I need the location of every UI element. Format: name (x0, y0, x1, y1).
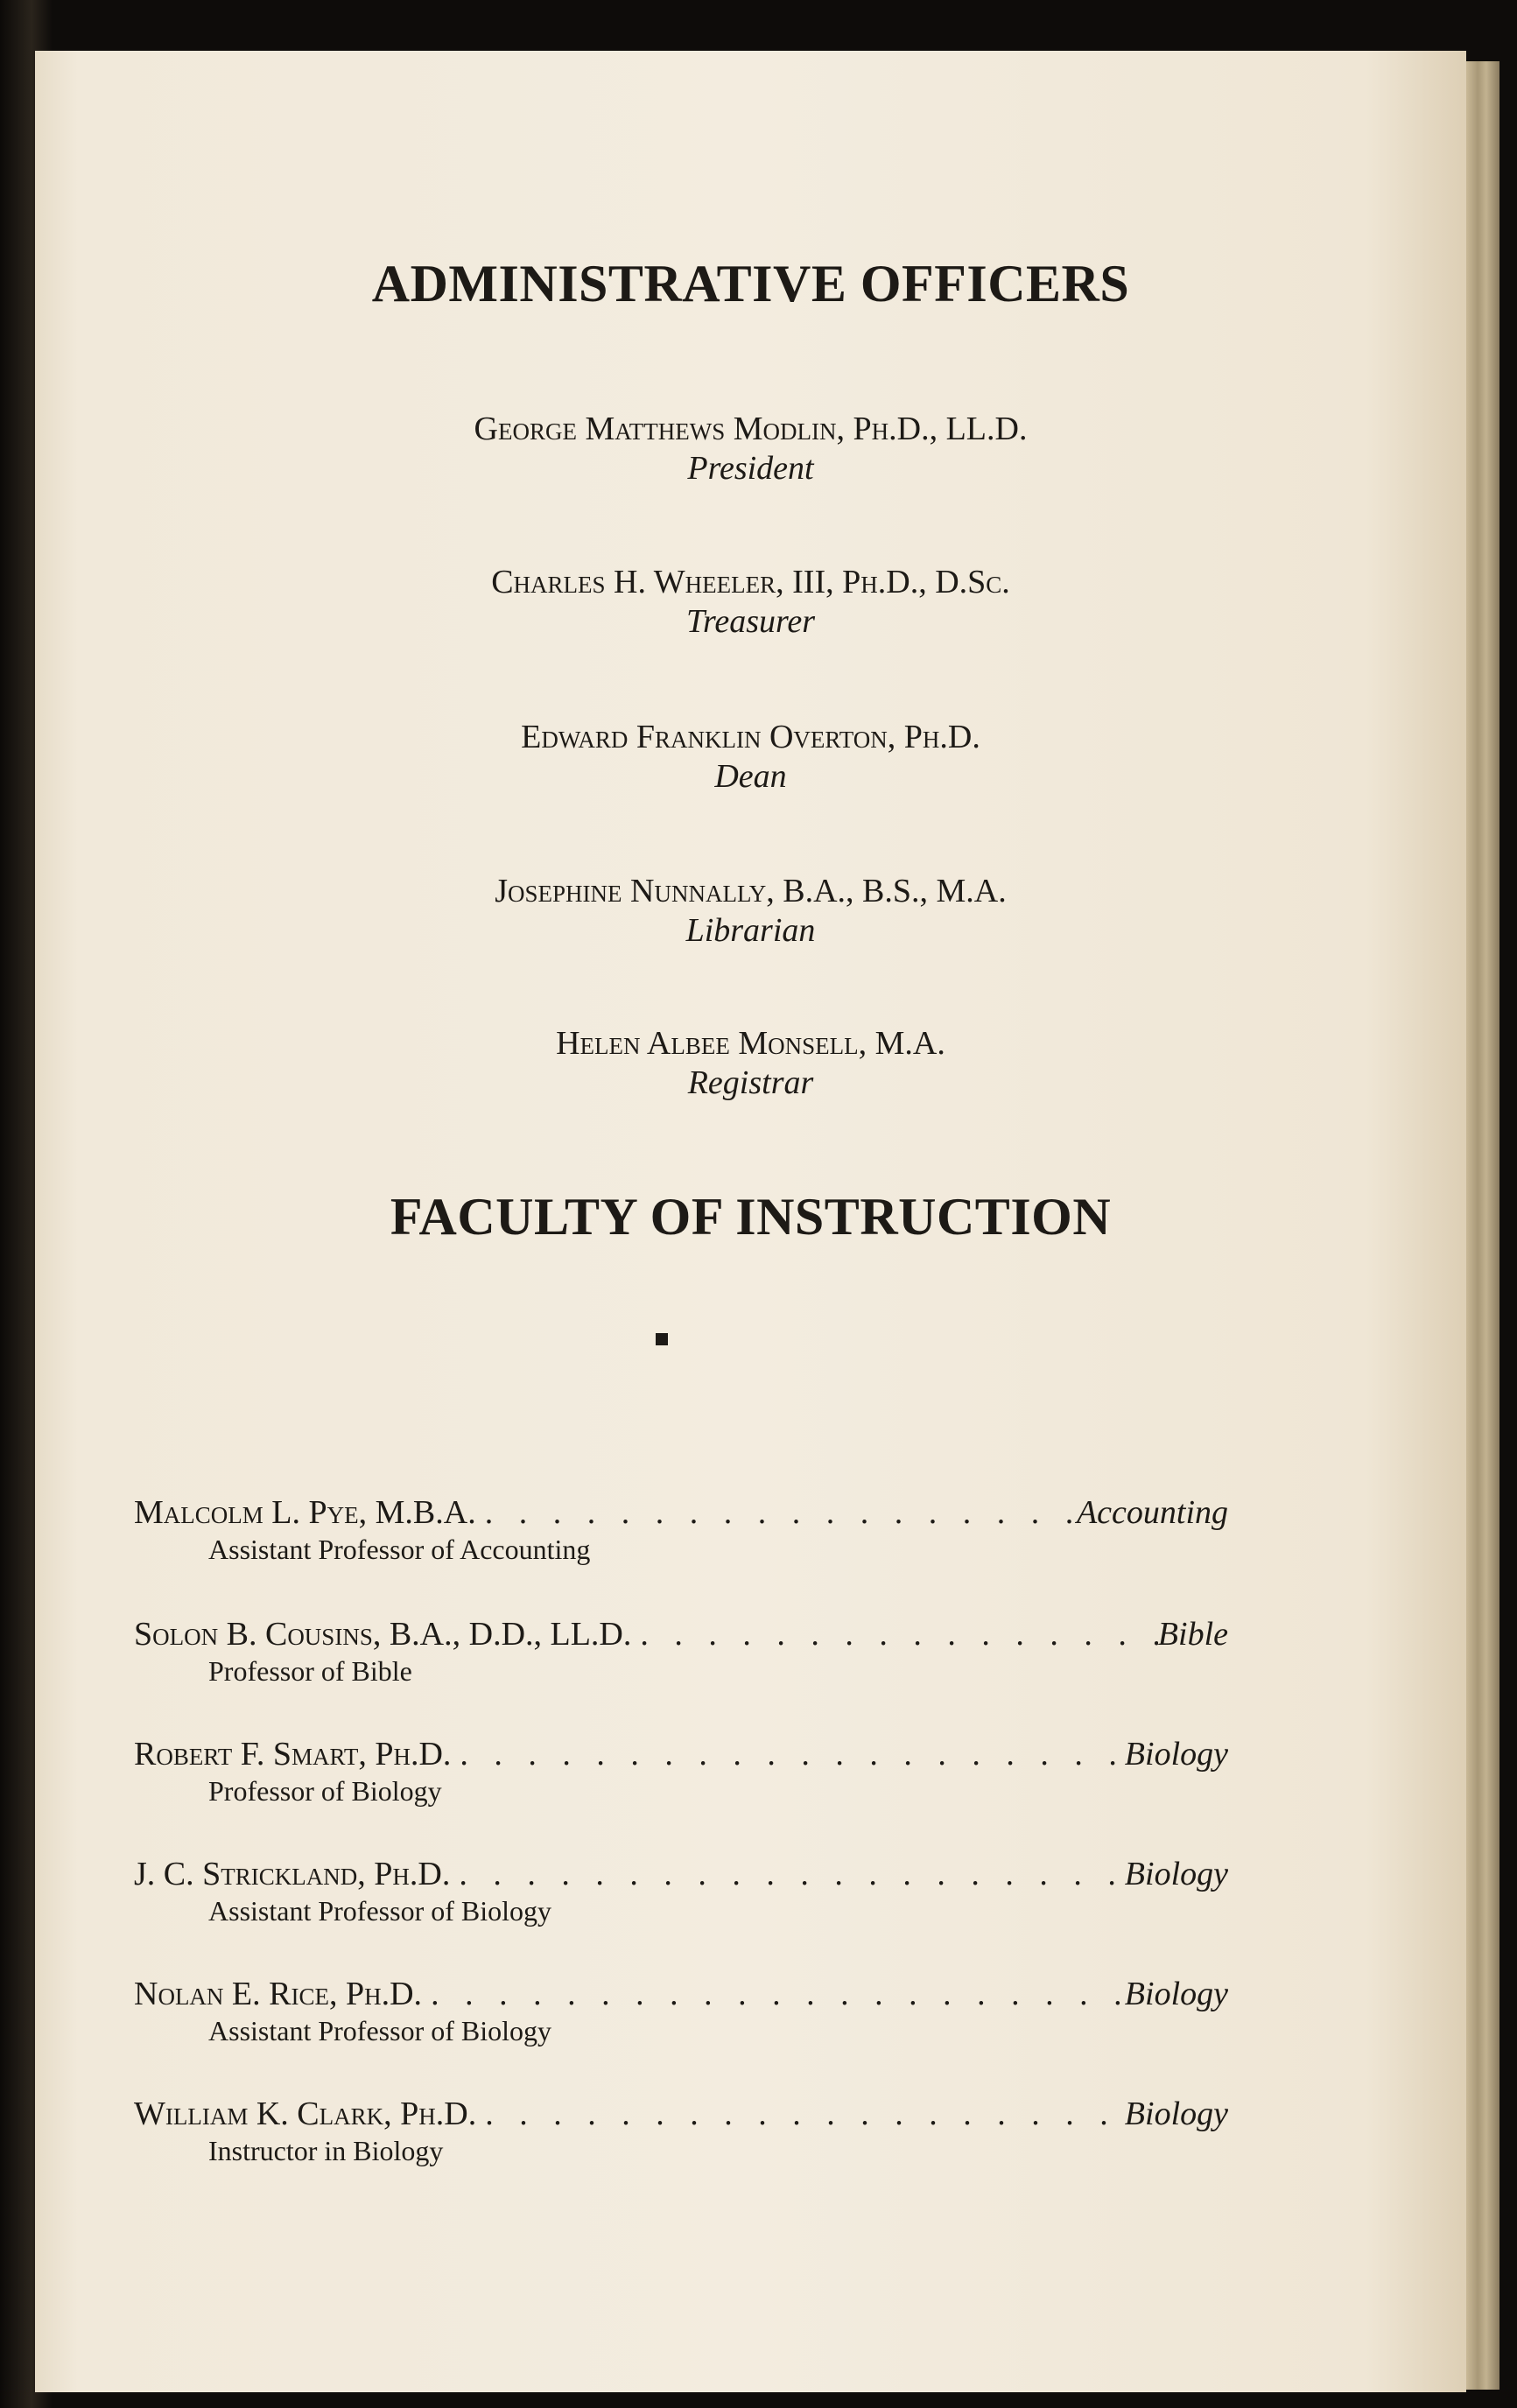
faculty-department: Biology (1124, 1736, 1228, 1773)
faculty-name: William K. Clark, Ph.D. (134, 2096, 477, 2132)
officer-title: Dean (714, 758, 787, 795)
officer-entry (35, 410, 1466, 488)
faculty-department: Biology (1124, 2096, 1228, 2132)
page-stack-edge (1466, 61, 1499, 2390)
officer-name: George Matthews Modlin, Ph.D., LL.D. (474, 411, 1028, 447)
officer-entry (35, 718, 1466, 797)
faculty-entry (134, 1735, 1228, 1808)
faculty-name: Robert F. Smart, Ph.D. (134, 1736, 452, 1773)
faculty-rank: Assistant Professor of Accounting (208, 1534, 591, 1565)
officer-name: Charles H. Wheeler, III, Ph.D., D.Sc. (491, 564, 1010, 600)
faculty-department: Biology (1124, 1856, 1228, 1892)
officer-entry (35, 563, 1466, 642)
officer-title: President (687, 450, 814, 487)
dot-leader (476, 2095, 1125, 2133)
dot-leader (451, 1735, 1124, 1773)
faculty-entry (134, 1615, 1228, 1688)
page-content (35, 51, 1466, 2392)
dot-leader (476, 1493, 1077, 1532)
faculty-entry (134, 1493, 1228, 1567)
dot-leader (422, 1975, 1125, 2013)
faculty-rank: Professor of Biology (208, 1775, 442, 1807)
dot-leader (450, 1855, 1124, 1893)
section-divider (656, 1333, 668, 1345)
dot-leader (631, 1615, 1157, 1653)
officer-name: Edward Franklin Overton, Ph.D. (521, 719, 980, 755)
officer-title: Treasurer (685, 603, 816, 640)
administrative-heading: ADMINISTRATIVE OFFICERS (371, 255, 1130, 312)
officer-name: Josephine Nunnally, B.A., B.S., M.A. (495, 873, 1007, 909)
faculty-department: Accounting (1076, 1494, 1228, 1531)
faculty-heading: FACULTY OF INSTRUCTION (390, 1188, 1112, 1246)
officer-entry (35, 872, 1466, 951)
faculty-department: Biology (1124, 1976, 1228, 2012)
officer-title: Registrar (687, 1064, 814, 1101)
officer-entry (35, 1024, 1466, 1103)
faculty-entry (134, 2095, 1228, 2168)
faculty-department: Bible (1157, 1616, 1228, 1653)
faculty-name: Solon B. Cousins, B.A., D.D., LL.D. (134, 1616, 632, 1653)
faculty-rank: Professor of Bible (208, 1655, 412, 1687)
faculty-rank: Assistant Professor of Biology (208, 1895, 551, 1927)
book-page (35, 51, 1466, 2392)
faculty-name: Malcolm L. Pye, M.B.A. (134, 1494, 476, 1531)
officer-title: Librarian (685, 912, 816, 949)
officer-name: Helen Albee Monsell, M.A. (556, 1025, 945, 1062)
faculty-name: Nolan E. Rice, Ph.D. (134, 1976, 423, 2012)
faculty-rank: Instructor in Biology (208, 2135, 444, 2166)
faculty-rank: Assistant Professor of Biology (208, 2015, 551, 2046)
faculty-entry (134, 1855, 1228, 1928)
faculty-name: J. C. Strickland, Ph.D. (134, 1856, 451, 1892)
faculty-entry (134, 1975, 1228, 2048)
